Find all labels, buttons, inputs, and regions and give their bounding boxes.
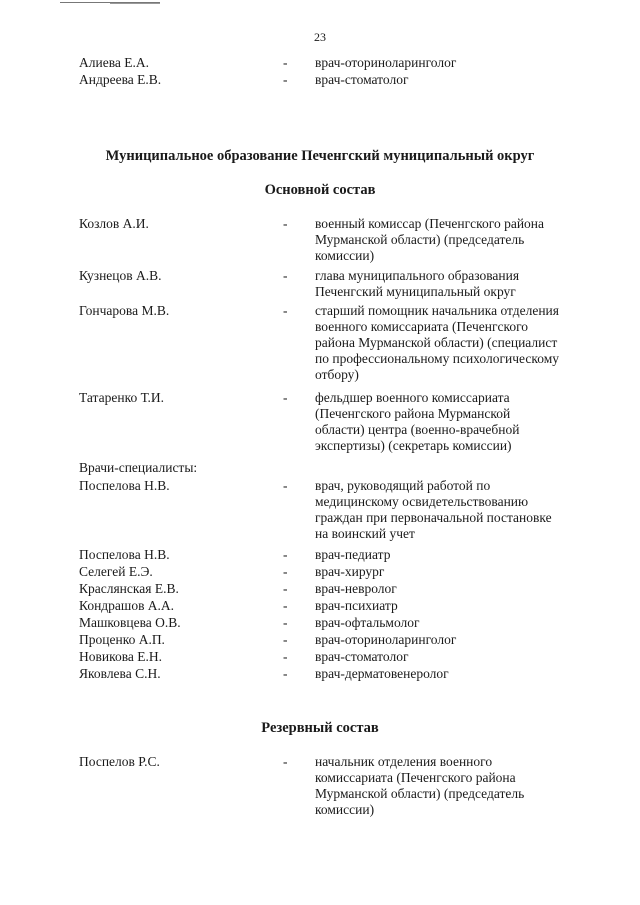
person-name: Поспелова Н.В. <box>79 547 170 562</box>
person-name: Поспелов Р.С. <box>79 754 160 769</box>
person-name: Гончарова М.В. <box>79 303 170 318</box>
scan-artifact-line <box>110 3 160 4</box>
person-name: Татаренко Т.И. <box>79 390 164 405</box>
separator-dash: - <box>283 598 288 613</box>
separator-dash: - <box>283 666 288 681</box>
role-line: (Печенгского района Мурманской <box>315 406 511 421</box>
role-line: по профессиональному психологическому <box>315 351 559 366</box>
separator-dash: - <box>283 547 288 562</box>
role-line: военного комиссариата (Печенгского <box>315 319 529 334</box>
role-line: медицинскому освидетельствованию <box>315 494 529 509</box>
separator-dash: - <box>283 754 288 769</box>
role-line: комиссии) <box>315 248 375 263</box>
person-role <box>315 216 605 264</box>
role-line: врач-хирург <box>315 564 385 579</box>
person-role <box>315 390 605 454</box>
person-name: Андреева Е.В. <box>79 72 162 87</box>
person-role <box>315 478 605 542</box>
separator-dash: - <box>283 72 288 87</box>
person-role <box>315 666 605 682</box>
person-role <box>315 72 605 88</box>
role-line: врач-психиатр <box>315 598 398 613</box>
person-name: Краслянская Е.В. <box>79 581 179 596</box>
person-name: Алиева Е.А. <box>79 55 150 70</box>
role-line: врач-дерматовенеролог <box>315 666 449 681</box>
role-line: военный комиссар (Печенгского района <box>315 216 545 231</box>
role-line: комиссии) <box>315 802 375 817</box>
person-role <box>315 598 605 614</box>
person-role <box>315 632 605 648</box>
separator-dash: - <box>283 303 288 318</box>
person-name: Кузнецов А.В. <box>79 268 162 283</box>
person-role <box>315 268 605 300</box>
role-line: глава муниципального образования <box>315 268 520 283</box>
person-name: Проценко А.П. <box>79 632 165 647</box>
role-line: района Мурманской области) (специалист <box>315 335 558 350</box>
separator-dash: - <box>283 564 288 579</box>
role-line: Мурманской области) (председатель <box>315 786 525 801</box>
role-line: области) центра (военно-врачебной <box>315 422 520 437</box>
role-line: отбору) <box>315 367 359 382</box>
separator-dash: - <box>283 632 288 647</box>
separator-dash: - <box>283 216 288 231</box>
role-line: граждан при первоначальной постановке <box>315 510 552 525</box>
person-name: Селегей Е.Э. <box>79 564 153 579</box>
reserve-composition-heading: Резервный состав <box>261 720 379 736</box>
role-line: врач-оториноларинголог <box>315 632 457 647</box>
person-role <box>315 564 605 580</box>
role-line: врач-невролог <box>315 581 397 596</box>
person-name: Новикова Е.Н. <box>79 649 163 664</box>
person-role <box>315 754 605 818</box>
person-role <box>315 55 605 71</box>
section-title: Муниципальное образование Печенгский муниципальный округ <box>105 148 535 164</box>
person-name: Поспелова Н.В. <box>79 478 170 493</box>
role-line: Мурманской области) (председатель <box>315 232 525 247</box>
role-line: врач-офтальмолог <box>315 615 420 630</box>
person-name: Машковцева О.В. <box>79 615 181 630</box>
separator-dash: - <box>283 478 288 493</box>
person-name: Кондрашов А.А. <box>79 598 175 613</box>
role-line: комиссариата (Печенгского района <box>315 770 516 785</box>
separator-dash: - <box>283 268 288 283</box>
separator-dash: - <box>283 615 288 630</box>
separator-dash: - <box>283 581 288 596</box>
role-line: Печенгский муниципальный округ <box>315 284 516 299</box>
specialists-label: Врачи-специалисты: <box>79 460 198 475</box>
main-composition-heading: Основной состав <box>264 182 376 198</box>
person-name: Козлов А.И. <box>79 216 149 231</box>
role-line: экспертизы) (секретарь комиссии) <box>315 438 512 453</box>
page-number: 23 <box>314 30 326 44</box>
person-role <box>315 547 605 563</box>
person-name: Яковлева С.Н. <box>79 666 161 681</box>
role-line: врач-оториноларинголог <box>315 55 457 70</box>
person-role <box>315 615 605 631</box>
role-line: фельдшер военного комиссариата <box>315 390 510 405</box>
separator-dash: - <box>283 649 288 664</box>
role-line: старший помощник начальника отделения <box>315 303 559 318</box>
role-line: начальник отделения военного <box>315 754 493 769</box>
role-line: на воинский учет <box>315 526 415 541</box>
separator-dash: - <box>283 390 288 405</box>
person-role <box>315 649 605 665</box>
separator-dash: - <box>283 55 288 70</box>
role-line: врач-стоматолог <box>315 72 409 87</box>
person-role <box>315 303 605 383</box>
role-line: врач, руководящий работой по <box>315 478 491 493</box>
role-line: врач-стоматолог <box>315 649 409 664</box>
role-line: врач-педиатр <box>315 547 391 562</box>
person-role <box>315 581 605 597</box>
